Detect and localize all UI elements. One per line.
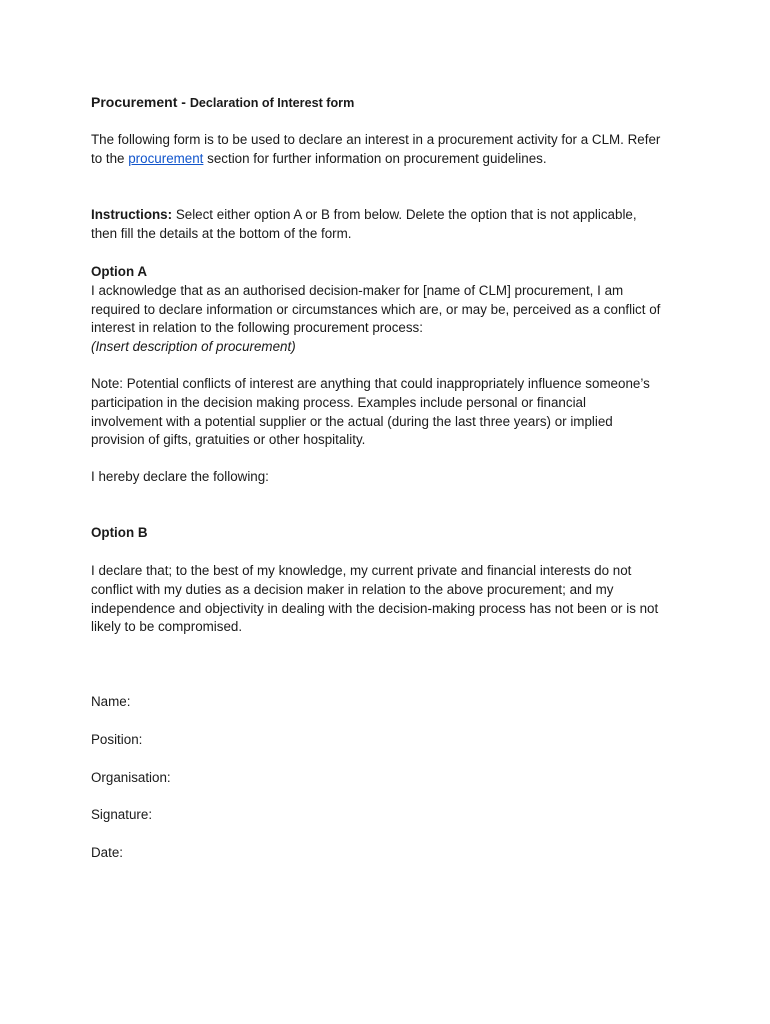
option-a-heading: Option A	[91, 264, 148, 279]
option-b-line-4: likely to be compromised.	[91, 619, 243, 635]
intro-paragraph	[91, 131, 691, 169]
name-field-label: Name:	[91, 694, 131, 709]
option-a-line-1: I acknowledge that as an authorised decision-maker for [name of CLM] procurement, I am	[91, 282, 624, 298]
option-a-line-3: interest in relation to the following procurement process:	[91, 320, 423, 336]
intro-line-1: The following form is to be used to declare an interest in a procurement activity for a CLM. Refer	[91, 132, 661, 147]
instructions-label: Instructions:	[91, 207, 173, 222]
instructions-line-2: then fill the details at the bottom of the form.	[91, 225, 352, 241]
signature-field-label: Signature:	[91, 807, 153, 822]
option-b-line-3: independence and objectivity in dealing with the decision-making process has not been or is not	[91, 600, 659, 616]
instructions-paragraph	[91, 206, 691, 244]
page-title	[91, 93, 691, 113]
note-line-2: participation in the decision making process. Examples include personal or financial	[91, 394, 586, 410]
date-field-label: Date:	[91, 845, 124, 860]
note-line-4: provision of gifts, gratuities or other hospitality.	[91, 432, 366, 448]
option-b-line-1: I declare that; to the best of my knowledge, my current private and financial interests do not	[91, 563, 632, 578]
position-field-label: Position:	[91, 732, 143, 747]
intro-line-2-prefix: to the	[91, 150, 129, 166]
title-main: Procurement -	[91, 94, 190, 110]
declare-statement: I hereby declare the following:	[91, 469, 269, 484]
note-paragraph	[91, 375, 691, 450]
instructions-line-1	[91, 206, 691, 225]
intro-line-2-suffix: section for further information on procurement guidelines.	[203, 150, 547, 166]
option-b-heading: Option B	[91, 525, 148, 540]
note-line-3: involvement with a potential supplier or the actual (during the last three years) or implied	[91, 413, 613, 429]
option-b-line-2: conflict with my duties as a decision maker in relation to the above procurement; and my	[91, 581, 614, 597]
option-b-section	[91, 562, 691, 637]
note-line-1: Note: Potential conflicts of interest are anything that could inappropriately influence someone’s	[91, 376, 650, 391]
title-sub: Declaration of Interest form	[189, 96, 355, 110]
procurement-link[interactable]: procurement	[128, 150, 204, 166]
option-a-section	[91, 263, 691, 357]
option-a-line-2: required to declare information or circumstances which are, or may be, perceived as a conflict of	[91, 301, 661, 317]
option-a-insert-note: (Insert description of procurement)	[91, 339, 296, 355]
intro-line-2	[91, 150, 691, 169]
organisation-field-label: Organisation:	[91, 770, 171, 785]
instructions-text-1: Select either option A or B from below. Delete the option that is not applicable,	[172, 207, 637, 222]
